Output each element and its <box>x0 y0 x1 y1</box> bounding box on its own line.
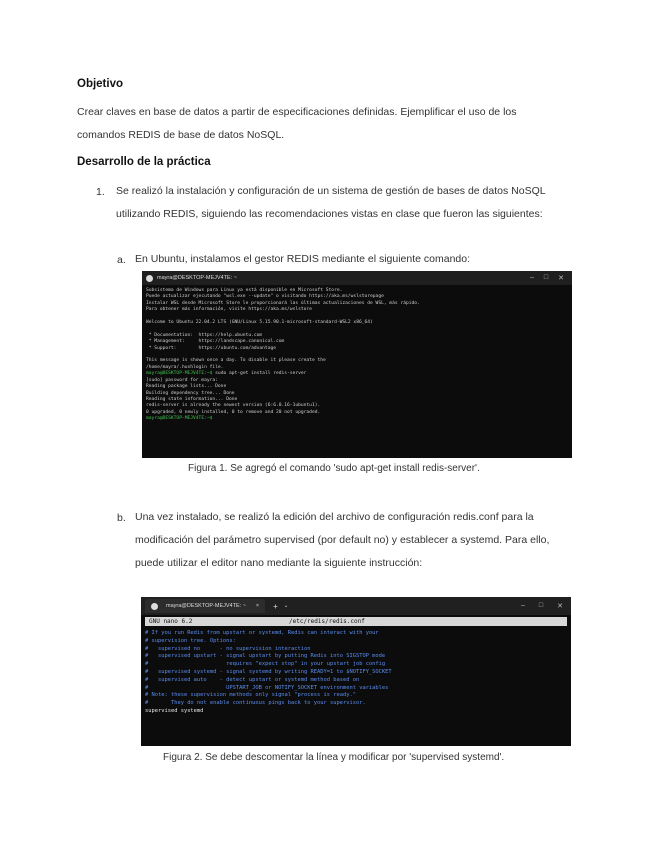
new-tab-icon[interactable]: + <box>273 601 278 611</box>
objetivo-paragraph <box>77 101 577 147</box>
terminal-screenshot-1 <box>142 271 572 458</box>
terminal1-line: Reading state information... Done <box>146 396 238 402</box>
sub-item-a: En Ubuntu, instalamos el gestor REDIS mediante el siguiente comando: <box>135 253 471 265</box>
objetivo-line-1: Crear claves en base de datos a partir de especificaciones definidas. Ejemplificar el uso de los <box>77 106 517 118</box>
terminal1-output <box>142 285 572 426</box>
maximize-icon[interactable]: □ <box>538 602 544 609</box>
terminal2-tab-title: mayra@DESKTOP-MEJV4TE: ~ <box>166 603 246 609</box>
item1-line-2: utilizando REDIS, siguiendo las recomendaciones vistas en clase que fueron las siguientes: <box>116 208 543 220</box>
terminal1-line: Reading package lists... Done <box>146 384 227 390</box>
terminal1-line: /home/mayra/.hushlogin file. <box>146 364 224 370</box>
sub-b-line-3: puede utilizar el editor nano mediante la siguiente instrucción: <box>135 557 423 569</box>
terminal1-title: mayra@DESKTOP-MEJV4TE: ~ <box>157 275 237 281</box>
sub-item-b <box>135 506 578 575</box>
terminal1-line: Puede actualizar ejecutando "wsl.exe --update" o visitando https://aka.ms/wslstorepage <box>146 294 384 300</box>
nano-line: # supervised no - no supervision interaction <box>145 645 311 652</box>
terminal1-line: This message is shown once a day. To disable it please create the <box>146 358 326 364</box>
nano-line: # supervised auto - detect upstart or systemd method based on <box>145 676 360 683</box>
terminal-screenshot-2 <box>141 597 571 746</box>
nano-header-bar <box>145 617 567 626</box>
desarrollo-heading: Desarrollo de la práctica <box>77 156 211 168</box>
terminal1-line: Para obtener más información, visite https://aka.ms/wslstore <box>146 307 312 313</box>
terminal1-prompt: mayra@DESKTOP-MEJV4TE:~$ <box>146 371 213 377</box>
terminal1-line: * Documentation: https://help.ubuntu.com <box>146 332 263 338</box>
terminal2-tabbar <box>141 597 571 615</box>
figure2-caption: Figura 2. Se debe descomentar la línea y modificar por 'supervised systemd'. <box>163 752 505 763</box>
terminal2-tab[interactable] <box>145 599 265 613</box>
terminal1-line: redis-server is already the newest version (6:6.0.16-1ubuntu1). <box>146 403 321 409</box>
terminal1-final-prompt-line <box>146 416 568 422</box>
terminal2-window-controls <box>521 602 571 610</box>
maximize-icon[interactable]: □ <box>543 274 549 281</box>
nano-line: # requires "expect stop" in your upstart job config <box>145 661 386 668</box>
terminal1-final-prompt: mayra@DESKTOP-MEJV4TE:~$ <box>146 416 213 422</box>
nano-line: # supervised upstart - signal upstart by putting Redis into SIGSTOP mode <box>145 653 386 660</box>
terminal1-line: Building dependency tree... Done <box>146 390 235 396</box>
terminal1-line: [sudo] password for mayra: <box>146 377 218 383</box>
tab-close-icon[interactable]: × <box>255 603 260 609</box>
minimize-icon[interactable]: – <box>529 274 534 281</box>
nano-line: # supervision tree. Options: <box>145 637 236 644</box>
list-number-1: 1. <box>96 186 105 198</box>
nano-version: GNU nano 6.2 <box>149 618 193 625</box>
close-icon[interactable]: ✕ <box>558 275 564 282</box>
terminal2-output <box>141 628 571 718</box>
nano-filename: /etc/redis/redis.conf <box>289 618 365 625</box>
terminal1-window-controls <box>530 274 572 282</box>
sub-letter-a: a. <box>117 254 126 266</box>
ubuntu-icon <box>151 603 158 610</box>
terminal1-line: Welcome to Ubuntu 22.04.2 LTS (GNU/Linux 5.15.90.1-microsoft-standard-WSL2 x86_64) <box>146 320 373 326</box>
item1-line-1: Se realizó la instalación y configuración de un sistema de gestión de bases de datos NoSQL <box>116 185 546 197</box>
sub-letter-b: b. <box>117 512 126 524</box>
list-item-1 <box>116 180 578 226</box>
nano-line: # They do not enable continuous pings back to your supervisor. <box>145 700 366 707</box>
nano-line: # If you run Redis from upstart or systemd, Redis can interact with your <box>145 630 379 636</box>
nano-line: # Note: these supervision methods only signal "process is ready." <box>145 692 356 699</box>
terminal1-line: * Management: https://landscape.canonical.com <box>146 339 285 345</box>
terminal1-line: Subsistema de Windows para Linux ya está disponible en Microsoft Store. <box>146 288 343 293</box>
terminal1-line: * Support: https://ubuntu.com/advantage <box>146 345 276 351</box>
terminal1-titlebar <box>142 271 572 285</box>
close-icon[interactable]: ✕ <box>557 603 563 610</box>
sub-b-line-2: modificación del parámetro supervised (por default no) y establecer a systemd. Para ello, <box>135 534 550 546</box>
sub-b-line-1: Una vez instalado, se realizó la edición del archivo de configuración redis.conf para la <box>135 511 534 523</box>
nano-edited-line[interactable]: supervised systemd <box>145 707 204 714</box>
chevron-down-icon[interactable]: ⌄ <box>283 603 289 609</box>
terminal1-line: Instalar WSL desde Microsoft Store le proporcionará las últimas actualizaciones de WSL, más rápido. <box>146 300 420 306</box>
nano-line: # supervised systemd - signal systemd by writing READY=1 to $NOTIFY_SOCKET <box>145 668 392 675</box>
terminal1-command: sudo apt-get install redis-server <box>212 371 307 377</box>
objetivo-heading: Objetivo <box>77 78 124 90</box>
minimize-icon[interactable]: – <box>520 602 525 609</box>
objetivo-line-2: comandos REDIS de base de datos NoSQL. <box>77 129 285 141</box>
nano-line: # UPSTART_JOB or NOTIFY_SOCKET environment variables <box>145 684 389 691</box>
figure1-caption: Figura 1. Se agregó el comando 'sudo apt-get install redis-server'. <box>188 463 480 474</box>
terminal1-line: 0 upgraded, 0 newly installed, 0 to remove and 20 not upgraded. <box>146 409 321 415</box>
terminal-app-icon <box>146 275 153 282</box>
